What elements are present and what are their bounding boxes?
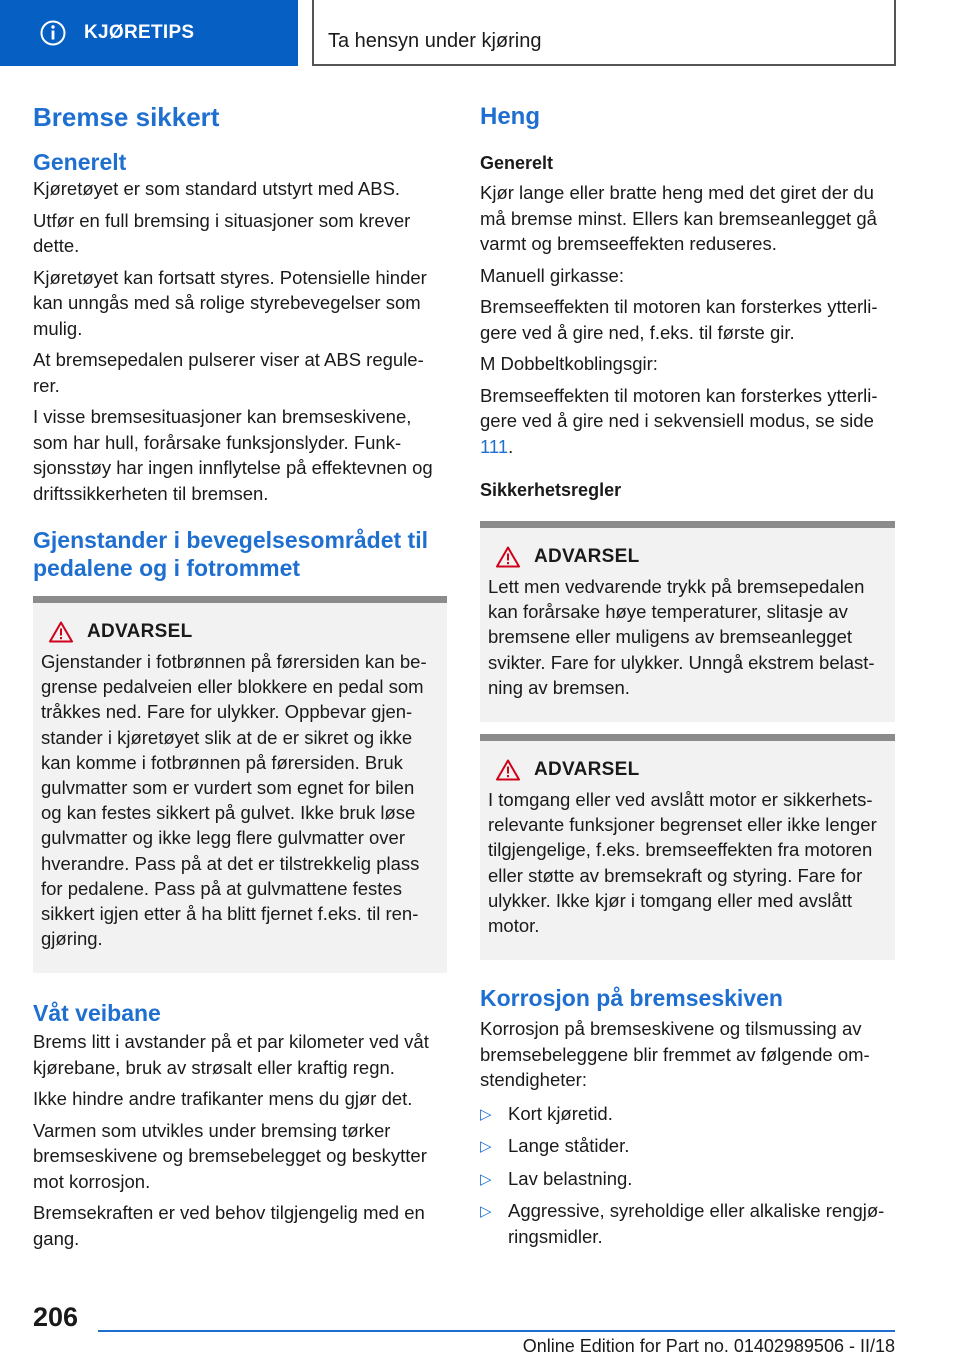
edition-text: Online Edition for Part no. 01402989506 - II/18 [522, 1336, 895, 1356]
heading-slopes: Heng [480, 103, 540, 130]
list-item [480, 1166, 895, 1193]
paragraph-with-link [480, 383, 895, 460]
paragraph: Kjør lange eller bratte heng med det giret der du må bremse minst. Ellers kan bremseanlegget gå varmt og bremseeffekten reduseres. [480, 182, 877, 254]
warning-text: Gjenstander i fotbrønnen på førersiden kan be‐grense pedalveien eller blokkere en pedal som tråkkes ned. Fare for ulykker. Oppbevar gjen‐stander i kjøretøyet slik at de er sikret og ikke kan komme i fotbrønnen på førersiden. Bruk gulvmatter som er vurdert som egnet for bilen og kan festes sikkert på gulvet. Ikke bruk løse gulvmatter og ikke legg flere gulvmatter over hverandre. Pass på at det er tilstrekkelig plass for pedalene. Pass på at gulvmattene festes sikkert igjen etter å ha blitt fjernet f.eks. til ren‐gjøring. [41, 651, 427, 950]
warning-title: ADVARSEL [87, 621, 193, 642]
warning-triangle-icon [496, 546, 520, 568]
page-header [0, 0, 960, 66]
paragraph: Korrosjon på bremseskivene og tilsmussing av bremsebeleggene blir fremmet av følgende om‐stendigheter: [480, 1018, 870, 1091]
paragraph: Brems litt i avstander på et par kilometer ved våt kjørebane, bruk av strøsalt eller kraftig regn. [33, 1031, 429, 1078]
paragraph: Manuell girkasse: [480, 264, 624, 286]
heading-general: Generelt [33, 149, 127, 175]
paragraph: M Dobbeltkoblingsgir: [480, 353, 658, 374]
paragraph: At bremsepedalen pulserer viser at ABS regule‐rer. [33, 349, 424, 396]
paragraph: Bremsekraften er ved behov tilgjengelig med en gang. [33, 1202, 425, 1249]
warning-box [480, 521, 895, 722]
heading-brake-disc-corrosion: Korrosjon på bremseskiven [480, 985, 783, 1012]
chapter-tab[interactable] [0, 0, 298, 66]
list-item-text: Kort kjøretid. [508, 1102, 613, 1124]
warning-header [41, 621, 439, 643]
triangle-bullet-icon: ▷ [480, 1138, 492, 1156]
triangle-bullet-icon: ▷ [480, 1170, 492, 1188]
list-item-text: Lav belastning. [508, 1167, 633, 1189]
warning-title: ADVARSEL [534, 759, 640, 781]
warning-triangle-icon [496, 759, 520, 781]
list-item [480, 1198, 895, 1249]
paragraph: Kjøretøyet er som standard utstyrt med ABS. [33, 178, 401, 199]
right-column [480, 100, 895, 1255]
warning-header [488, 546, 887, 568]
warning-triangle-icon [49, 621, 73, 643]
warning-box [480, 734, 895, 960]
list-item-text: Aggressive, syreholdige eller alkaliske rengjø‐ringsmidler. [508, 1200, 885, 1247]
paragraph: Utfør en full bremsing i situasjoner som krever dette. [33, 209, 411, 256]
warning-header [488, 759, 887, 781]
heading-safety-rules: Sikkerhetsregler [480, 480, 622, 500]
heading-brake-safely: Bremse sikkert [33, 102, 220, 132]
footer-divider [98, 1330, 895, 1332]
page-footer [0, 1290, 960, 1362]
paragraph: I visse bremsesituasjoner kan bremseskivene, som har hull, forårsake funksjonslyder. Funk‐sjonsstøy har ingen innflytelse på effektevnen og driftssikkerheten til bremsen. [33, 406, 433, 504]
list-item-text: Lange ståtider. [508, 1135, 630, 1157]
paragraph: Varmen som utvikles under bremsing tørker bremseskivene og bremsebelegget og beskytter mot korrosjon. [33, 1119, 427, 1192]
heading-objects-footwell: Gjenstander i bevegelsesområdet til pedalene og i fotrommet [33, 527, 428, 581]
paragraph: Bremseeffekten til motoren kan forsterkes ytterli‐gere ved å gire ned, f.eks. til første gir. [480, 296, 878, 343]
page-number: 206 [33, 1302, 79, 1332]
triangle-bullet-icon: ▷ [480, 1105, 492, 1123]
paragraph-text: Bremseeffekten til motoren kan forsterkes ytterli‐gere ved å gire ned i sekvensiell modus, se side [480, 384, 878, 431]
list-item [480, 1101, 895, 1128]
page-reference-link[interactable]: 111 [480, 435, 509, 457]
section-title: Ta hensyn under kjøring [328, 30, 542, 52]
left-column [33, 100, 447, 1257]
list-item [480, 1133, 895, 1160]
info-icon [40, 20, 66, 46]
warning-text: Lett men vedvarende trykk på bremsepedalen kan forårsake høye temperaturer, slitasje av bremsene eller muligens av bremseanlegget svikter. Fare for ulykker. Unngå ekstrem belast‐ning av bremsen. [488, 576, 875, 698]
triangle-bullet-icon: ▷ [480, 1203, 492, 1221]
paragraph: Kjøretøyet kan fortsatt styres. Potensielle hinder kan unngås med så rolige styrebevegelser som mulig. [33, 266, 427, 339]
paragraph: Ikke hindre andre trafikanter mens du gjør det. [33, 1088, 413, 1110]
warning-box [33, 596, 447, 973]
warning-title: ADVARSEL [534, 546, 640, 567]
section-header [312, 0, 896, 66]
paragraph-end: . [508, 435, 514, 457]
bullet-list [480, 1101, 895, 1250]
heading-wet-road: Våt veibane [33, 1000, 161, 1027]
chapter-title: KJØRETIPS [84, 22, 195, 43]
warning-text: I tomgang eller ved avslått motor er sikkerhets‐relevante funksjoner begrenset eller ikke lenger tilgjengelige, f.eks. bremseeffekten fra motoren eller støtte av bremsekraft og styring. Fare for ulykker. Ikke kjør i tomgang eller med avslått motor. [488, 789, 877, 937]
heading-general: Generelt [480, 153, 554, 173]
